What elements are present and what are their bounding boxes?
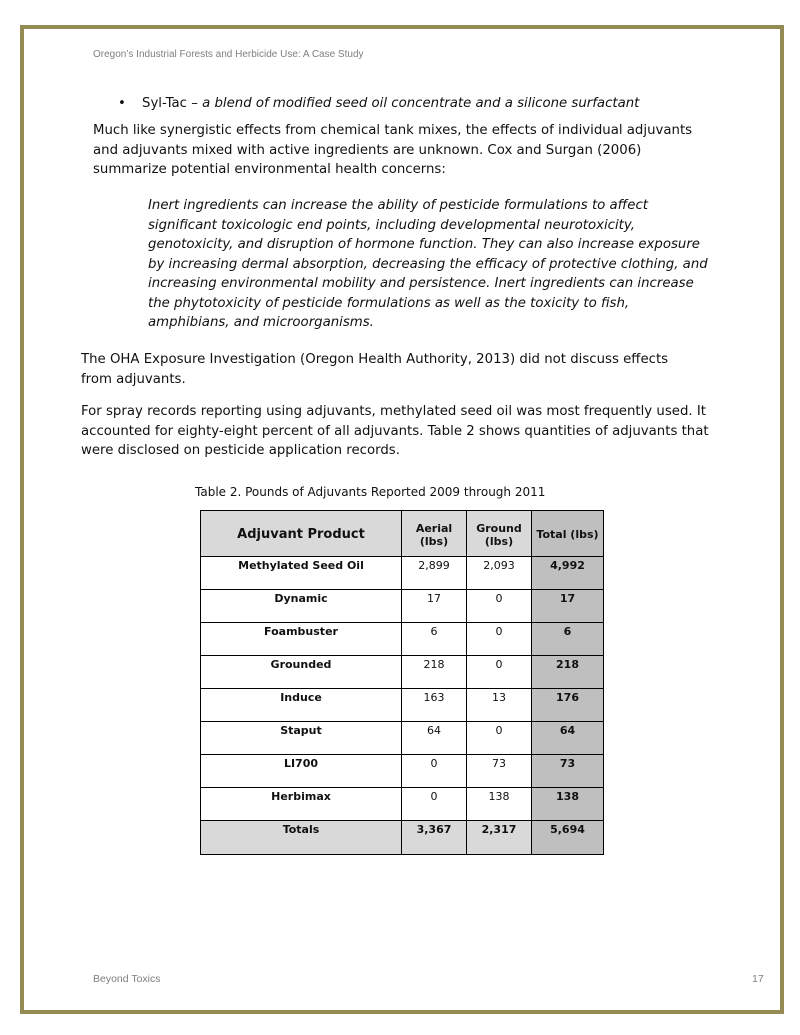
cell-ground: 0: [467, 590, 532, 623]
footer-organization: Beyond Toxics: [93, 973, 161, 985]
cell-product: Grounded: [201, 656, 402, 689]
cell-aerial: 0: [402, 788, 467, 821]
cell-aerial: 0: [402, 755, 467, 788]
cell-total: 73: [532, 755, 604, 788]
bullet-definition: a blend of modified seed oil concentrate and a silicone surfactant: [202, 96, 640, 111]
cell-totals-aerial: 3,367: [402, 821, 467, 855]
cell-ground: 0: [467, 656, 532, 689]
cell-total: 6: [532, 623, 604, 656]
cell-aerial: 218: [402, 656, 467, 689]
cell-total: 138: [532, 788, 604, 821]
cell-total: 17: [532, 590, 604, 623]
page-number: 17: [752, 973, 764, 985]
bullet-item-syltac: [118, 94, 639, 114]
column-header-ground: Ground (lbs): [467, 511, 532, 557]
table-row: [201, 722, 604, 755]
running-header: Oregon’s Industrial Forests and Herbicide Use: A Case Study: [93, 49, 364, 60]
bullet-dash: –: [186, 96, 203, 111]
cell-product: Herbimax: [201, 788, 402, 821]
column-header-product: Adjuvant Product: [201, 511, 402, 557]
cell-ground: 2,093: [467, 557, 532, 590]
table-row: [201, 623, 604, 656]
cell-aerial: 6: [402, 623, 467, 656]
cell-product: Staput: [201, 722, 402, 755]
adjuvants-table: [200, 510, 604, 855]
cell-totals-total: 5,694: [532, 821, 604, 855]
cell-aerial: 2,899: [402, 557, 467, 590]
cell-aerial: 163: [402, 689, 467, 722]
cell-product: Foambuster: [201, 623, 402, 656]
cell-ground: 0: [467, 722, 532, 755]
cell-product: Induce: [201, 689, 402, 722]
table-row: [201, 755, 604, 788]
table-header-row: [201, 511, 604, 557]
cell-aerial: 64: [402, 722, 467, 755]
cell-total: 176: [532, 689, 604, 722]
table-row: [201, 656, 604, 689]
cell-product: Methylated Seed Oil: [201, 557, 402, 590]
cell-product: Dynamic: [201, 590, 402, 623]
table-caption: Table 2. Pounds of Adjuvants Reported 2009 through 2011: [195, 485, 546, 499]
table-row: [201, 689, 604, 722]
cell-total: 218: [532, 656, 604, 689]
cell-ground: 0: [467, 623, 532, 656]
cell-ground: 13: [467, 689, 532, 722]
cell-total: 4,992: [532, 557, 604, 590]
paragraph-oha-investigation: The OHA Exposure Investigation (Oregon Health Authority, 2013) did not discuss effects from adjuvants.: [81, 352, 669, 387]
cell-product: LI700: [201, 755, 402, 788]
cell-aerial: 17: [402, 590, 467, 623]
table-totals-row: [201, 821, 604, 855]
table-row: [201, 557, 604, 590]
table-row: [201, 788, 604, 821]
paragraph-synergistic-effects: Much like synergistic effects from chemical tank mixes, the effects of individual adjuvants and adjuvants mixed with active ingredients are unknown. Cox and Surgan (2006) summarize potential environmental health concerns:: [93, 123, 693, 177]
column-header-total: Total (lbs): [532, 511, 604, 557]
cell-totals-ground: 2,317: [467, 821, 532, 855]
column-header-aerial: Aerial (lbs): [402, 511, 467, 557]
table-row: [201, 590, 604, 623]
cell-total: 64: [532, 722, 604, 755]
cell-ground: 73: [467, 755, 532, 788]
bullet-term: Syl-Tac: [142, 96, 187, 111]
paragraph-spray-records: For spray records reporting using adjuvants, methylated seed oil was most frequently used. It accounted for eighty-eight percent of all adjuvants. Table 2 shows quantities of adjuvants that were disclosed on pesticide application records.: [81, 404, 709, 458]
bullet-marker: •: [118, 96, 126, 111]
cell-ground: 138: [467, 788, 532, 821]
block-quote-cox-surgan: Inert ingredients can increase the ability of pesticide formulations to affect significant toxicologic end points, including developmental neurotoxicity, genotoxicity, and disruption of hormone function. They can also increase exposure by increasing dermal absorption, decreasing the efficacy of protective clothing, and increasing environmental mobility and persistence. Inert ingredients can increase the phytotoxicity of pesticide formulations as well as the toxicity to fish, amphibians, and microorganisms.: [148, 198, 708, 330]
cell-totals-label: Totals: [201, 821, 402, 855]
